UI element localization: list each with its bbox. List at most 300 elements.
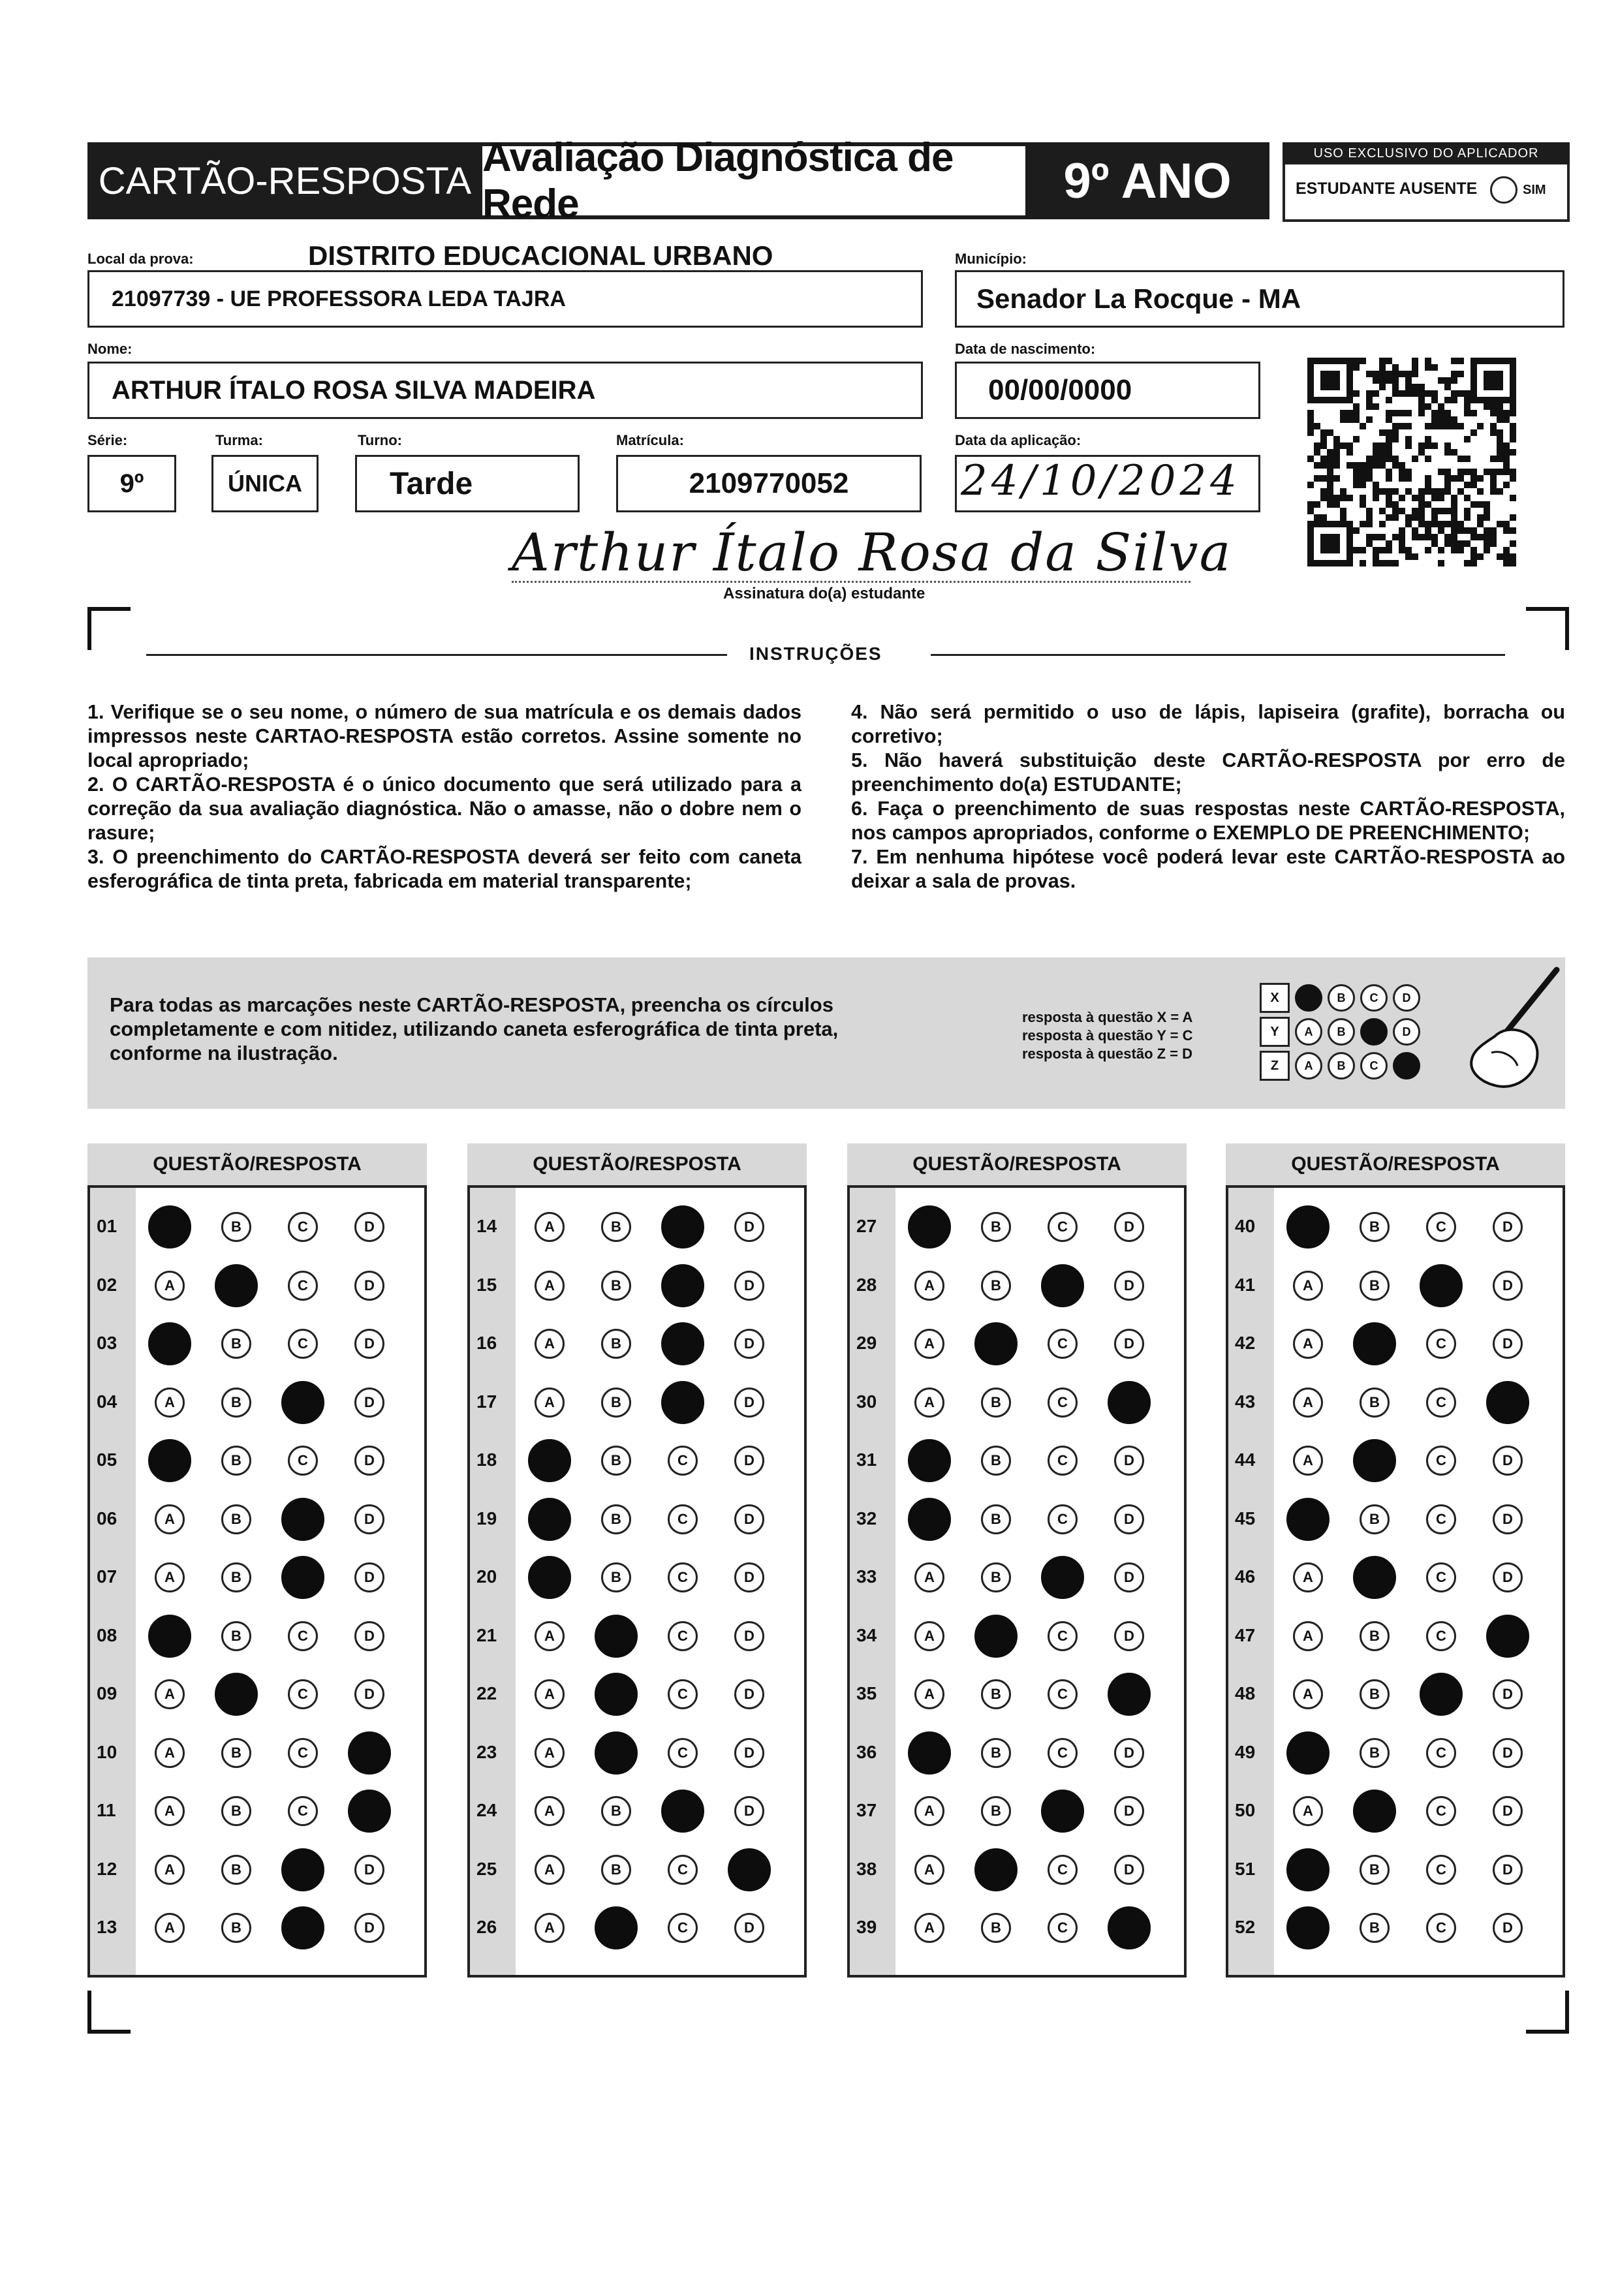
question-row — [1228, 1606, 1563, 1665]
absent-checkbox[interactable] — [1490, 176, 1517, 204]
question-row — [470, 1431, 804, 1489]
question-number: 13 — [97, 1917, 117, 1937]
answer-bubble-c[interactable]: C — [1048, 1212, 1078, 1242]
instruction-item: 6. Faça o preenchimento de suas respostas neste CARTÃO-RESPOSTA, nos campos apropriados, conforme o EXEMPLO DE PREENCHIMENTO; — [851, 798, 1565, 844]
answer-bubble-a[interactable]: A — [535, 1271, 565, 1301]
question-number: 02 — [97, 1274, 117, 1295]
answer-bubble-d[interactable]: D — [734, 1621, 764, 1651]
answer-bubble-a[interactable]: A — [914, 1855, 944, 1885]
answer-bubble-c[interactable] — [281, 1906, 324, 1949]
answer-bubble-a[interactable]: A — [155, 1679, 185, 1709]
answer-bubble-d[interactable]: D — [354, 1562, 384, 1592]
answer-bubble-d[interactable]: D — [354, 1913, 384, 1943]
question-number: 26 — [476, 1917, 497, 1937]
question-row — [850, 1256, 1184, 1314]
answer-bubble-a[interactable] — [908, 1731, 951, 1775]
question-row — [90, 1664, 424, 1723]
example-bubble-b: B — [1328, 1052, 1355, 1079]
answer-bubble-b[interactable]: B — [221, 1738, 251, 1768]
answer-bubble-c[interactable]: C — [1426, 1446, 1456, 1476]
answer-bubble-d[interactable] — [1108, 1906, 1151, 1949]
answer-bubble-a[interactable]: A — [1293, 1796, 1323, 1826]
answer-bubble-a[interactable] — [528, 1439, 571, 1482]
answer-bubble-a[interactable]: A — [1293, 1562, 1323, 1592]
answer-bubble-a[interactable]: A — [535, 1855, 565, 1885]
answer-bubble-d[interactable]: D — [734, 1504, 764, 1534]
answer-bubble-c[interactable]: C — [668, 1504, 698, 1534]
answer-bubble-b[interactable]: B — [981, 1446, 1011, 1476]
answer-bubble-a[interactable] — [908, 1498, 951, 1541]
answer-bubble-a[interactable]: A — [535, 1796, 565, 1826]
answer-bubble-c[interactable] — [1420, 1673, 1463, 1716]
question-row — [1228, 1723, 1563, 1782]
example-bubble-b: B — [1328, 984, 1355, 1012]
answer-bubble-a[interactable]: A — [535, 1329, 565, 1359]
question-row — [470, 1898, 804, 1957]
column-header: QUESTÃO/RESPOSTA — [847, 1143, 1187, 1185]
answer-bubble-c[interactable]: C — [288, 1329, 318, 1359]
question-number: 16 — [476, 1333, 497, 1353]
question-number: 25 — [476, 1858, 497, 1879]
answer-bubble-d[interactable] — [348, 1790, 391, 1833]
answer-bubble-d[interactable]: D — [354, 1388, 384, 1418]
question-number: 35 — [856, 1683, 877, 1703]
answer-bubble-a[interactable]: A — [535, 1913, 565, 1943]
answer-bubble-c[interactable] — [661, 1322, 704, 1365]
dob-label: Data de nascimento: — [955, 341, 1096, 357]
answer-bubble-c[interactable]: C — [668, 1446, 698, 1476]
instructions-rule-left — [146, 654, 727, 656]
answer-bubble-b[interactable] — [974, 1322, 1018, 1365]
answer-bubble-d[interactable]: D — [1493, 1913, 1523, 1943]
answer-bubble-b[interactable]: B — [1360, 1855, 1390, 1885]
answer-bubble-c[interactable] — [1420, 1264, 1463, 1307]
answer-bubble-d[interactable]: D — [1493, 1446, 1523, 1476]
question-number: 28 — [856, 1274, 877, 1295]
answer-bubble-b[interactable]: B — [981, 1738, 1011, 1768]
answer-bubble-b[interactable] — [595, 1731, 638, 1775]
answer-bubble-a[interactable] — [1286, 1848, 1330, 1891]
answer-bubble-b[interactable]: B — [601, 1212, 631, 1242]
answer-bubble-d[interactable]: D — [354, 1621, 384, 1651]
answer-bubble-d[interactable]: D — [1114, 1446, 1144, 1476]
question-number: 18 — [476, 1450, 497, 1470]
answer-bubble-b[interactable]: B — [601, 1446, 631, 1476]
answer-bubble-b[interactable]: B — [1360, 1679, 1390, 1709]
answer-bubble-d[interactable]: D — [1493, 1504, 1523, 1534]
answer-bubble-d[interactable]: D — [1493, 1212, 1523, 1242]
answer-bubble-a[interactable]: A — [914, 1913, 944, 1943]
absent-yes-label: SIM — [1523, 183, 1546, 197]
answer-bubble-a[interactable]: A — [914, 1388, 944, 1418]
answer-bubble-b[interactable] — [974, 1848, 1018, 1891]
answer-bubble-b[interactable]: B — [221, 1504, 251, 1534]
answer-bubble-d[interactable] — [1108, 1673, 1151, 1716]
answer-bubble-a[interactable]: A — [155, 1504, 185, 1534]
answer-bubble-d[interactable]: D — [734, 1212, 764, 1242]
answer-bubble-b[interactable]: B — [981, 1679, 1011, 1709]
answer-bubble-b[interactable]: B — [1360, 1621, 1390, 1651]
answer-bubble-c[interactable]: C — [668, 1855, 698, 1885]
answer-bubble-b[interactable]: B — [601, 1855, 631, 1885]
question-number: 39 — [856, 1917, 877, 1937]
question-row — [90, 1431, 424, 1489]
question-row — [90, 1197, 424, 1256]
answer-bubble-c[interactable]: C — [1426, 1913, 1456, 1943]
question-number: 03 — [97, 1333, 117, 1353]
answer-bubble-b[interactable]: B — [601, 1796, 631, 1826]
answer-bubble-b[interactable]: B — [221, 1212, 251, 1242]
answer-bubble-c[interactable]: C — [1048, 1679, 1078, 1709]
answer-bubble-c[interactable]: C — [668, 1738, 698, 1768]
answer-bubble-d[interactable]: D — [1114, 1738, 1144, 1768]
answer-bubble-a[interactable]: A — [155, 1855, 185, 1885]
question-number: 22 — [476, 1683, 497, 1703]
answer-bubble-c[interactable]: C — [288, 1621, 318, 1651]
question-row — [90, 1256, 424, 1314]
answer-bubble-b[interactable]: B — [1360, 1212, 1390, 1242]
answer-bubble-c[interactable]: C — [1048, 1504, 1078, 1534]
answer-bubble-c[interactable]: C — [668, 1913, 698, 1943]
answer-bubble-b[interactable]: B — [221, 1855, 251, 1885]
question-number: 24 — [476, 1800, 497, 1820]
answer-bubble-a[interactable]: A — [155, 1562, 185, 1592]
answer-bubble-c[interactable] — [1041, 1556, 1084, 1599]
answer-bubble-a[interactable] — [1286, 1498, 1330, 1541]
answer-bubble-b[interactable]: B — [981, 1271, 1011, 1301]
turno-label: Turno: — [358, 432, 403, 448]
answer-bubble-b[interactable]: B — [981, 1913, 1011, 1943]
question-number: 17 — [476, 1391, 497, 1412]
answer-bubble-b[interactable] — [1353, 1790, 1396, 1833]
answer-bubble-d[interactable]: D — [354, 1212, 384, 1242]
answer-bubble-c[interactable] — [661, 1790, 704, 1833]
answer-bubble-a[interactable]: A — [155, 1913, 185, 1943]
answer-bubble-d[interactable]: D — [734, 1446, 764, 1476]
answer-bubble-c[interactable]: C — [1048, 1329, 1078, 1359]
answer-bubble-c[interactable]: C — [1426, 1738, 1456, 1768]
answer-bubble-a[interactable]: A — [914, 1796, 944, 1826]
answer-bubble-c[interactable]: C — [668, 1679, 698, 1709]
turno-field: Tarde — [355, 455, 580, 512]
answer-bubble-b[interactable]: B — [1360, 1913, 1390, 1943]
answer-bubble-b[interactable]: B — [221, 1446, 251, 1476]
municipio-label: Município: — [955, 251, 1027, 267]
answer-bubble-a[interactable]: A — [155, 1388, 185, 1418]
answer-bubble-d[interactable]: D — [734, 1738, 764, 1768]
answer-bubble-d[interactable]: D — [734, 1271, 764, 1301]
answer-bubble-d[interactable]: D — [1114, 1212, 1144, 1242]
answer-bubble-c[interactable]: C — [1048, 1738, 1078, 1768]
answer-bubble-b[interactable]: B — [601, 1271, 631, 1301]
answer-bubble-d[interactable]: D — [1493, 1738, 1523, 1768]
question-number: 09 — [97, 1683, 117, 1703]
answer-bubble-d[interactable] — [348, 1731, 391, 1775]
answer-bubble-b[interactable] — [595, 1673, 638, 1716]
answer-bubble-a[interactable] — [908, 1205, 951, 1249]
answer-bubble-b[interactable]: B — [601, 1562, 631, 1592]
example-row-label: Z — [1260, 1051, 1290, 1081]
answer-bubble-c[interactable] — [281, 1381, 324, 1424]
answer-bubble-d[interactable]: D — [1493, 1855, 1523, 1885]
answer-bubble-d[interactable]: D — [354, 1446, 384, 1476]
local-label: Local da prova: — [87, 251, 194, 267]
question-number: 37 — [856, 1800, 877, 1820]
question-row — [850, 1373, 1184, 1431]
example-legend-item: resposta à questão Y = C — [1022, 1027, 1193, 1044]
answer-bubble-a[interactable] — [148, 1322, 191, 1365]
answer-bubble-d[interactable]: D — [1114, 1504, 1144, 1534]
question-number: 20 — [476, 1566, 497, 1587]
answer-bubble-c[interactable]: C — [1426, 1855, 1456, 1885]
answer-bubble-d[interactable]: D — [1493, 1329, 1523, 1359]
instruction-item: 7. Em nenhuma hipótese você poderá levar este CARTÃO-RESPOSTA ao deixar a sala de provas. — [851, 846, 1565, 892]
answer-bubble-b[interactable] — [215, 1673, 258, 1716]
answer-bubble-a[interactable]: A — [1293, 1621, 1323, 1651]
answer-bubble-d[interactable]: D — [1493, 1562, 1523, 1592]
question-number: 52 — [1235, 1917, 1256, 1937]
answer-bubble-c[interactable] — [281, 1848, 324, 1891]
answer-bubble-c[interactable] — [661, 1264, 704, 1307]
question-number: 29 — [856, 1333, 877, 1353]
question-row — [1228, 1898, 1563, 1957]
answer-bubble-c[interactable]: C — [1426, 1212, 1456, 1242]
question-row — [1228, 1197, 1563, 1256]
question-row — [1228, 1489, 1563, 1548]
instructions-left — [87, 700, 801, 893]
answer-bubble-a[interactable] — [528, 1498, 571, 1541]
answer-bubble-d[interactable]: D — [354, 1329, 384, 1359]
answer-bubble-a[interactable]: A — [914, 1562, 944, 1592]
answer-bubble-b[interactable] — [595, 1906, 638, 1949]
question-row — [90, 1606, 424, 1665]
instruction-item: 2. O CARTÃO-RESPOSTA é o único documento que será utilizado para a correção da sua avaliação diagnóstica. Não o amasse, não o dobre nem o rasure; — [87, 773, 801, 844]
question-number: 21 — [476, 1624, 497, 1645]
answer-bubble-a[interactable]: A — [1293, 1271, 1323, 1301]
answer-bubble-a[interactable] — [1286, 1731, 1330, 1775]
answer-bubble-a[interactable]: A — [914, 1329, 944, 1359]
answer-bubble-b[interactable]: B — [221, 1329, 251, 1359]
answer-bubble-b[interactable]: B — [1360, 1388, 1390, 1418]
answer-bubble-a[interactable] — [1286, 1205, 1330, 1249]
answer-bubble-c[interactable]: C — [1426, 1562, 1456, 1592]
answer-bubble-a[interactable]: A — [155, 1271, 185, 1301]
answer-bubble-d[interactable] — [728, 1848, 771, 1891]
answer-bubble-b[interactable]: B — [221, 1796, 251, 1826]
answer-bubble-a[interactable]: A — [155, 1796, 185, 1826]
answer-bubble-c[interactable]: C — [288, 1212, 318, 1242]
column-header: QUESTÃO/RESPOSTA — [467, 1143, 807, 1185]
answer-bubble-c[interactable] — [281, 1498, 324, 1541]
answer-bubble-b[interactable] — [215, 1264, 258, 1307]
answer-bubble-a[interactable]: A — [155, 1738, 185, 1768]
question-row — [470, 1197, 804, 1256]
answer-bubble-b[interactable] — [1353, 1556, 1396, 1599]
answer-bubble-d[interactable]: D — [734, 1796, 764, 1826]
answer-bubble-c[interactable]: C — [1426, 1329, 1456, 1359]
example-legend-item: resposta à questão X = A — [1022, 1009, 1193, 1025]
absent-label: ESTUDANTE AUSENTE — [1296, 179, 1478, 198]
frame-corner-bottom-left — [87, 1991, 131, 2034]
answer-bubble-c[interactable]: C — [1048, 1446, 1078, 1476]
answer-bubble-c[interactable]: C — [1048, 1855, 1078, 1885]
answer-bubble-a[interactable]: A — [1293, 1679, 1323, 1709]
answer-bubble-c[interactable]: C — [1048, 1621, 1078, 1651]
answer-bubble-c[interactable]: C — [288, 1446, 318, 1476]
school-field: 21097739 - UE PROFESSORA LEDA TAJRA — [87, 270, 923, 328]
question-number: 15 — [476, 1274, 497, 1295]
question-row — [470, 1781, 804, 1840]
answer-bubble-c[interactable] — [281, 1556, 324, 1599]
answer-bubble-c[interactable] — [661, 1381, 704, 1424]
answer-column — [87, 1185, 427, 1978]
answer-bubble-c[interactable] — [661, 1205, 704, 1249]
answer-bubble-d[interactable]: D — [354, 1855, 384, 1885]
answer-bubble-c[interactable]: C — [288, 1271, 318, 1301]
example-bubble-a: A — [1295, 1018, 1322, 1046]
question-number: 05 — [97, 1450, 117, 1470]
answer-bubble-d[interactable]: D — [734, 1679, 764, 1709]
question-row — [850, 1489, 1184, 1548]
example-bubble-d: D — [1393, 1018, 1420, 1046]
question-number: 30 — [856, 1391, 877, 1412]
answer-bubble-d[interactable]: D — [734, 1913, 764, 1943]
answer-bubble-a[interactable] — [148, 1439, 191, 1482]
date-app-handwritten: 24/10/2024 — [961, 457, 1241, 505]
answer-bubble-d[interactable] — [1108, 1381, 1151, 1424]
answer-bubble-d[interactable]: D — [1493, 1796, 1523, 1826]
answer-bubble-b[interactable] — [1353, 1322, 1396, 1365]
answer-bubble-d[interactable]: D — [734, 1329, 764, 1359]
answer-bubble-b[interactable] — [974, 1615, 1018, 1658]
answer-bubble-d[interactable]: D — [1114, 1855, 1144, 1885]
question-number: 31 — [856, 1450, 877, 1470]
question-row — [850, 1606, 1184, 1665]
answer-bubble-b[interactable]: B — [221, 1913, 251, 1943]
answer-bubble-a[interactable]: A — [535, 1738, 565, 1768]
question-row — [1228, 1664, 1563, 1723]
answer-bubble-d[interactable]: D — [1114, 1562, 1144, 1592]
answer-bubble-b[interactable]: B — [981, 1796, 1011, 1826]
answer-bubble-b[interactable]: B — [601, 1388, 631, 1418]
answer-bubble-c[interactable]: C — [1048, 1913, 1078, 1943]
answer-bubble-c[interactable]: C — [1048, 1388, 1078, 1418]
district-name: DISTRITO EDUCACIONAL URBANO — [308, 240, 773, 271]
answer-bubble-a[interactable]: A — [1293, 1446, 1323, 1476]
serie-field: 9º — [87, 455, 176, 512]
answer-bubble-d[interactable]: D — [1114, 1621, 1144, 1651]
answer-bubble-d[interactable]: D — [1114, 1796, 1144, 1826]
answer-bubble-a[interactable]: A — [535, 1621, 565, 1651]
answer-bubble-a[interactable]: A — [914, 1271, 944, 1301]
example-bubble-c: C — [1360, 1052, 1388, 1079]
question-row — [90, 1898, 424, 1957]
answer-bubble-b[interactable]: B — [601, 1329, 631, 1359]
question-row — [90, 1781, 424, 1840]
answer-bubble-d[interactable]: D — [1493, 1271, 1523, 1301]
answer-bubble-c[interactable]: C — [1426, 1388, 1456, 1418]
answer-bubble-d[interactable]: D — [1493, 1679, 1523, 1709]
answer-bubble-a[interactable]: A — [914, 1679, 944, 1709]
answer-bubble-b[interactable]: B — [981, 1504, 1011, 1534]
example-bubble-c: C — [1360, 984, 1388, 1012]
question-row — [90, 1373, 424, 1431]
question-number: 42 — [1235, 1333, 1256, 1353]
answer-bubble-a[interactable]: A — [535, 1679, 565, 1709]
answer-bubble-d[interactable]: D — [354, 1679, 384, 1709]
answer-bubble-d[interactable] — [1486, 1381, 1529, 1424]
answer-bubble-c[interactable] — [1041, 1264, 1084, 1307]
card-title: CARTÃO-RESPOSTA — [87, 142, 482, 219]
answer-bubble-c[interactable]: C — [668, 1562, 698, 1592]
answer-bubble-a[interactable] — [1286, 1906, 1330, 1949]
answer-bubble-d[interactable]: D — [354, 1504, 384, 1534]
answer-column — [1226, 1185, 1565, 1978]
answer-bubble-c[interactable]: C — [1426, 1796, 1456, 1826]
answer-bubble-a[interactable] — [148, 1205, 191, 1249]
answer-bubble-d[interactable]: D — [354, 1271, 384, 1301]
student-name-field: ARTHUR ÍTALO ROSA SILVA MADEIRA — [87, 362, 923, 419]
answer-bubble-b[interactable]: B — [1360, 1271, 1390, 1301]
answer-bubble-a[interactable] — [908, 1439, 951, 1482]
question-row — [90, 1489, 424, 1548]
answer-bubble-c[interactable]: C — [668, 1621, 698, 1651]
answer-bubble-c[interactable]: C — [1426, 1504, 1456, 1534]
answer-bubble-b[interactable]: B — [981, 1212, 1011, 1242]
answer-bubble-b[interactable]: B — [221, 1388, 251, 1418]
question-number: 43 — [1235, 1391, 1256, 1412]
answer-bubble-c[interactable] — [1041, 1790, 1084, 1833]
column-header: QUESTÃO/RESPOSTA — [87, 1143, 427, 1185]
answer-bubble-b[interactable]: B — [221, 1562, 251, 1592]
example-row-label: Y — [1260, 1017, 1290, 1047]
dob-field: 00/00/0000 — [955, 362, 1260, 419]
answer-bubble-b[interactable]: B — [981, 1388, 1011, 1418]
answer-bubble-c[interactable]: C — [288, 1738, 318, 1768]
answer-bubble-a[interactable] — [528, 1556, 571, 1599]
answer-bubble-b[interactable]: B — [1360, 1738, 1390, 1768]
question-row — [850, 1723, 1184, 1782]
answer-bubble-b[interactable] — [1353, 1439, 1396, 1482]
answer-bubble-a[interactable]: A — [535, 1212, 565, 1242]
answer-bubble-d[interactable]: D — [734, 1562, 764, 1592]
question-row — [850, 1840, 1184, 1899]
answer-bubble-d[interactable]: D — [734, 1388, 764, 1418]
answer-bubble-a[interactable]: A — [1293, 1388, 1323, 1418]
question-row — [850, 1898, 1184, 1957]
answer-bubble-c[interactable]: C — [288, 1796, 318, 1826]
question-row — [90, 1840, 424, 1899]
question-row — [90, 1314, 424, 1373]
answer-bubble-d[interactable] — [1486, 1615, 1529, 1658]
answer-bubble-c[interactable]: C — [1426, 1621, 1456, 1651]
answer-bubble-c[interactable]: C — [288, 1679, 318, 1709]
answer-bubble-a[interactable]: A — [914, 1621, 944, 1651]
answer-bubble-a[interactable]: A — [1293, 1329, 1323, 1359]
qr-code-icon — [1307, 358, 1516, 566]
answer-bubble-b[interactable]: B — [601, 1504, 631, 1534]
answer-bubble-b[interactable] — [595, 1615, 638, 1658]
answer-bubble-a[interactable] — [148, 1615, 191, 1658]
answer-bubble-d[interactable]: D — [1114, 1329, 1144, 1359]
answer-bubble-a[interactable]: A — [535, 1388, 565, 1418]
answer-bubble-b[interactable]: B — [1360, 1504, 1390, 1534]
evaluation-title: Avaliação Diagnóstica de Rede — [482, 142, 1025, 219]
answer-bubble-b[interactable]: B — [981, 1562, 1011, 1592]
answer-bubble-d[interactable]: D — [1114, 1271, 1144, 1301]
answer-bubble-b[interactable]: B — [221, 1621, 251, 1651]
example-bubble-c — [1360, 1018, 1388, 1046]
